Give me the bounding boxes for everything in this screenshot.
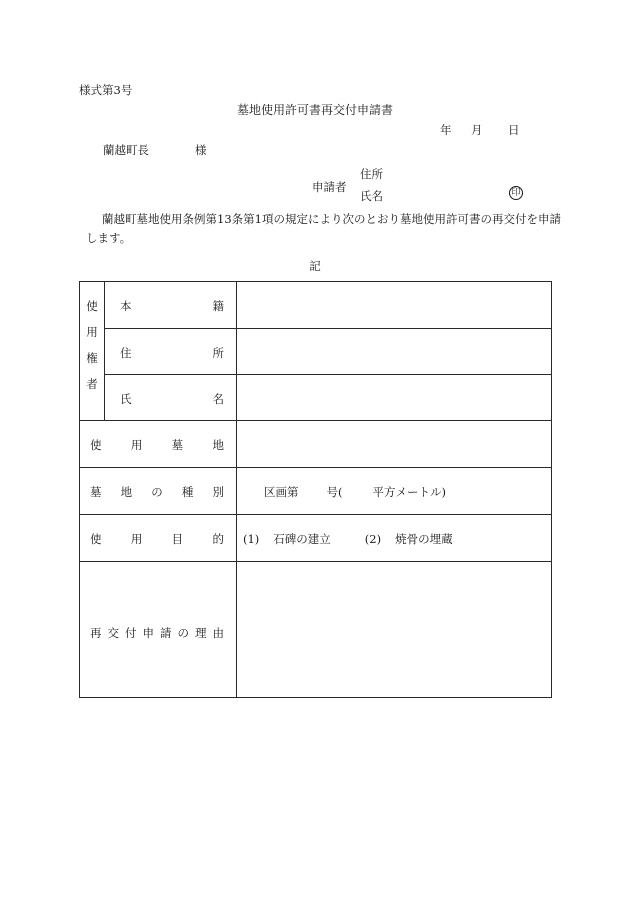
rights-holder-char: 用 (86, 325, 98, 339)
option-2-text: 焼骨の埋蔵 (395, 532, 453, 546)
rights-holder-label (80, 298, 104, 392)
body-text: 蘭越町墓地使用条例第13条第1項の規定により次のとおり墓地使用許可書の再交付を申請します。 (86, 212, 561, 245)
label-char: 用 (130, 532, 143, 546)
table-divider (80, 467, 551, 468)
name-label (120, 391, 224, 407)
label-char: 請 (160, 626, 172, 640)
option-2-number: (2) (364, 532, 382, 546)
plot-area: 平方メートル) (372, 485, 446, 499)
label-char: 的 (212, 532, 224, 546)
purpose-value (243, 531, 453, 547)
label-char: 交 (107, 626, 119, 640)
label-char: 墓 (90, 485, 102, 499)
plot-unit: 号( (326, 485, 343, 499)
site-type-value (264, 484, 446, 500)
plot-prefix: 区画第 (264, 485, 299, 499)
label-char: 籍 (212, 299, 224, 313)
label-char: 墓 (171, 438, 184, 452)
table-divider (236, 282, 237, 697)
label-char: 使 (90, 532, 102, 546)
date-row (440, 122, 520, 138)
form-number: 様式第3号 (79, 83, 133, 97)
label-char: 用 (130, 438, 143, 452)
option-1-number: (1) (243, 532, 260, 546)
site-type-label (90, 484, 224, 500)
label-char: 住 (120, 346, 132, 360)
date-month: 月 (471, 123, 483, 137)
addressee-suffix: 様 (195, 143, 207, 157)
option-1-text: 石碑の建立 (273, 532, 331, 546)
label-char: 本 (120, 299, 132, 313)
label-char: 地 (120, 485, 133, 499)
label-char: 付 (125, 626, 137, 640)
label-char: 名 (212, 392, 224, 406)
applicant-address-label: 住所 (360, 167, 383, 181)
label-char: 使 (90, 438, 102, 452)
label-char: 申 (142, 626, 154, 640)
reissue-reason-label (90, 625, 224, 641)
address-label (120, 345, 224, 361)
applicant-label: 申請者 (312, 180, 347, 194)
date-day: 日 (508, 123, 520, 137)
rights-holder-char: 者 (86, 377, 98, 391)
label-char: 地 (212, 438, 224, 452)
table-divider (80, 514, 551, 515)
label-char: 理 (195, 626, 207, 640)
rights-holder-char: 使 (86, 299, 98, 313)
purpose-label (90, 531, 224, 547)
label-char: 所 (212, 346, 224, 360)
label-char: 別 (212, 485, 224, 499)
label-char: 由 (212, 626, 224, 640)
seal-mark: 印 (509, 186, 523, 200)
table-divider (104, 282, 105, 420)
label-char: 目 (171, 532, 184, 546)
cemetery-site-label (90, 437, 224, 453)
label-char: 種 (181, 485, 194, 499)
document-title: 墓地使用許可書再交付申請書 (236, 103, 393, 117)
applicant-name-label: 氏名 (360, 189, 383, 203)
ki-heading: 記 (309, 259, 321, 273)
label-char: 氏 (120, 392, 132, 406)
table-divider (80, 420, 551, 421)
honseki-label (120, 298, 224, 314)
label-char: の (177, 626, 189, 640)
addressee-name: 蘭越町長 (103, 143, 149, 157)
table-divider (104, 374, 551, 375)
table-divider (80, 561, 551, 562)
addressee (103, 142, 207, 158)
table-divider (104, 328, 551, 329)
label-char: 再 (90, 626, 102, 640)
application-table (79, 281, 552, 698)
date-year: 年 (440, 123, 452, 137)
rights-holder-char: 権 (86, 351, 98, 365)
label-char: の (151, 485, 163, 499)
